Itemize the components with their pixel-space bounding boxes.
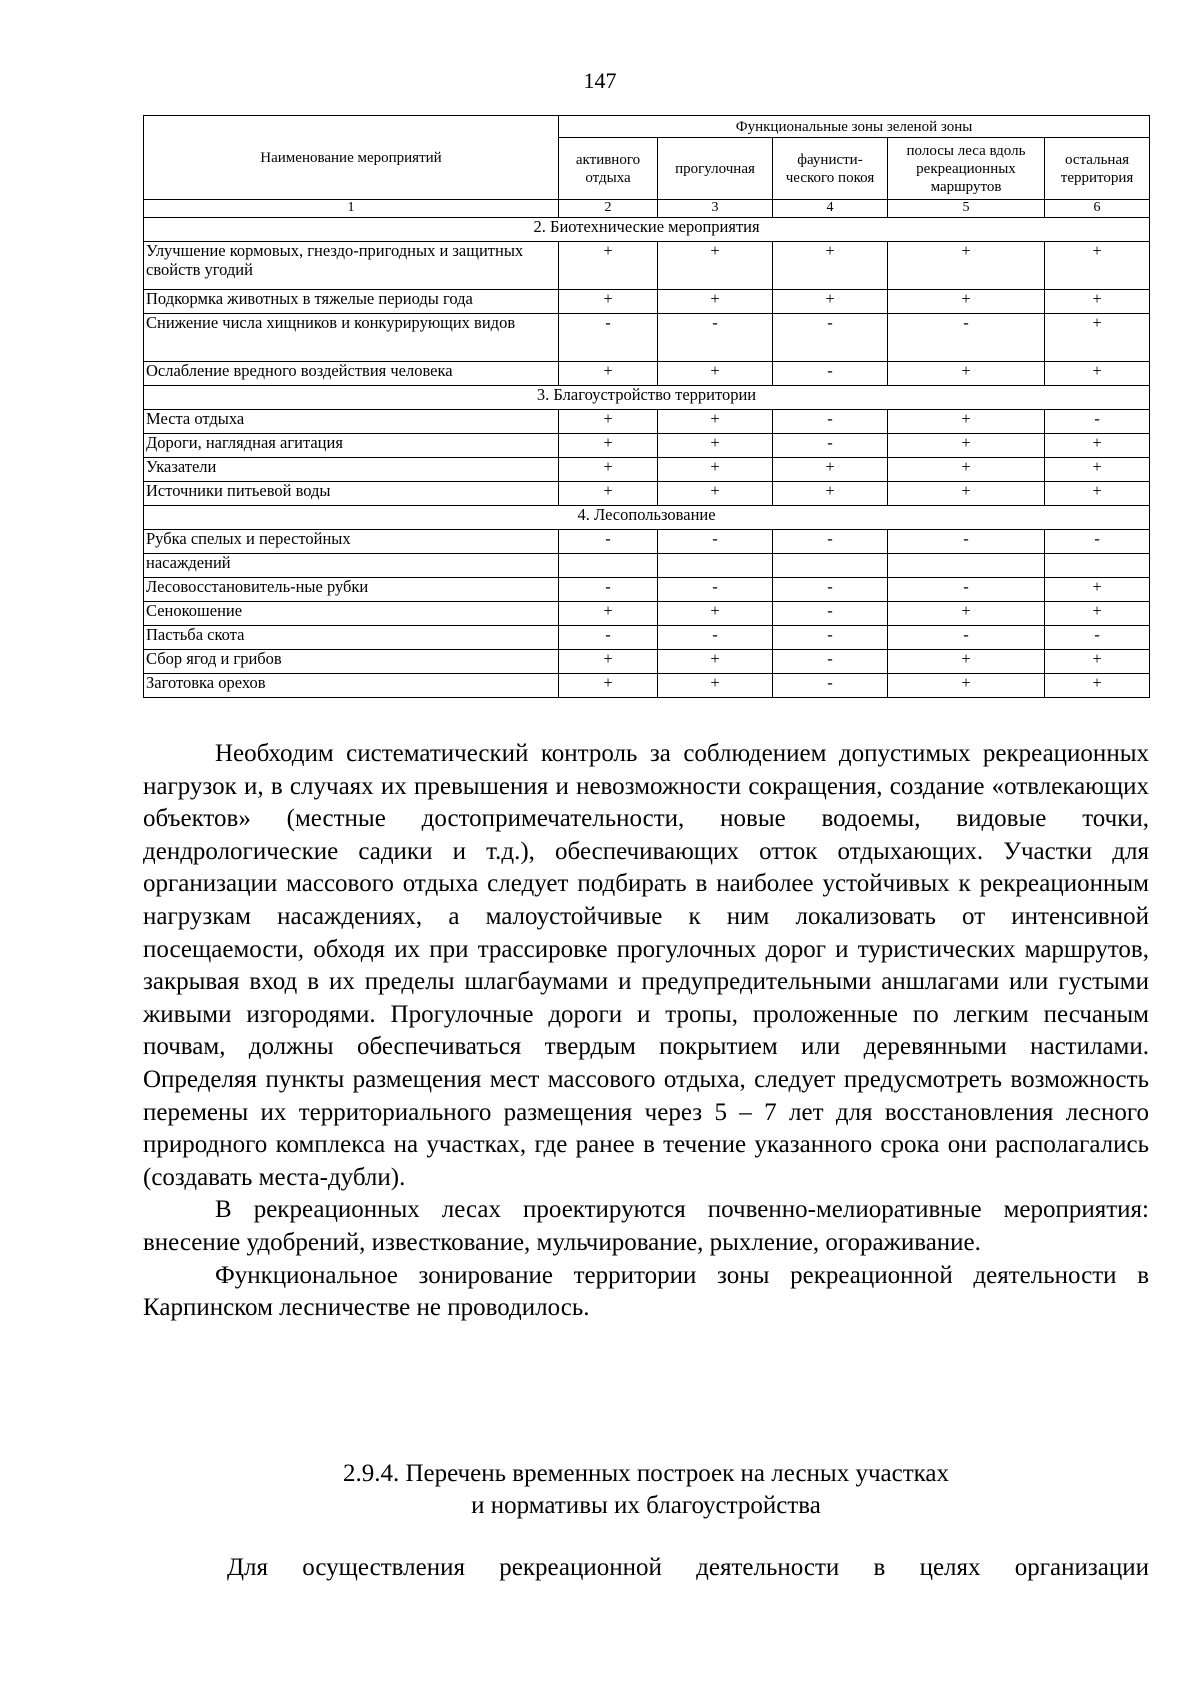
mark: - (1045, 530, 1150, 554)
mark: + (1045, 362, 1150, 386)
mark: + (658, 362, 773, 386)
mark: + (888, 674, 1045, 698)
mark: - (773, 434, 888, 458)
mark: + (773, 242, 888, 290)
paragraph: Функциональное зонирование территории зоны рекреационной деятельности в Карпинском лесничестве не проводилось. (143, 1261, 1149, 1322)
mark: - (559, 626, 658, 650)
measure-name: Места отдыха (144, 410, 559, 434)
mark: - (658, 578, 773, 602)
mark: + (559, 650, 658, 674)
table-body (144, 218, 1150, 698)
heading-line: 2.9.4. Перечень временных построек на лесных участках (342, 1460, 950, 1487)
mark: - (1045, 410, 1150, 434)
mark: + (658, 410, 773, 434)
measure-name: Снижение числа хищников и конкурирующих видов (144, 314, 559, 362)
mark: - (888, 314, 1045, 362)
measure-name: Дороги, наглядная агитация (144, 434, 559, 458)
column-number: 6 (1045, 200, 1150, 218)
column-number: 2 (559, 200, 658, 218)
mark: - (773, 578, 888, 602)
mark: + (888, 242, 1045, 290)
paragraph: Необходим систематический контроль за соблюдением допустимых рекреационных нагрузок и, в случаях их превышения и невозможности сокращения, создание «отвлекающих объектов» (местные достопримечательности, новые водоемы, видовые точки, дендрологические садики и т.д.), обеспечивающих отток отдыхающих. Участки для организации массового отдыха следует подбирать в наиболее устойчивых к рекреационным нагрузкам насаждениях, а малоустойчивые к ним локализовать от интенсивной посещаемости, обходя их при трассировке прогулочных дорог и туристических маршрутов, закрывая вход в их пределы шлагбаумами и предупредительными аншлагами или густыми живыми изгородями. Прогулочные дороги и тропы, проложенные по легким песчаным почвам, должны обеспечиваться твердым покрытием или деревянными настилами. Определяя пункты размещения мест массового отдыха, следует предусмотреть возможность перемены их территориального размещения через 5 – 7 лет для восстановления лесного природного комплекса на участках, где ранее в течение указанного срока они располагались (создавать места-дубли). (143, 740, 1149, 1191)
measure-name: Ослабление вредного воздействия человека (144, 362, 559, 386)
mark: + (888, 410, 1045, 434)
section-heading (143, 1458, 1149, 1522)
mark: - (559, 578, 658, 602)
header-zone: активного отдыха (559, 138, 658, 200)
measure-name: Сенокошение (144, 602, 559, 626)
measure-name: Источники питьевой воды (144, 482, 559, 506)
mark: + (1045, 650, 1150, 674)
mark: + (559, 602, 658, 626)
mark: + (658, 650, 773, 674)
mark: - (888, 530, 1045, 554)
mark: - (773, 410, 888, 434)
mark: + (888, 650, 1045, 674)
measure-name: Подкормка животных в тяжелые периоды года (144, 290, 559, 314)
measure-name: Улучшение кормовых, гнездо-пригодных и защитных свойств угодий (144, 242, 559, 290)
column-number: 3 (658, 200, 773, 218)
measure-name: Сбор ягод и грибов (144, 650, 559, 674)
mark: + (658, 290, 773, 314)
mark: - (773, 650, 888, 674)
mark: - (773, 314, 888, 362)
header-name-col: Наименование мероприятий (144, 116, 559, 200)
measure-name: Указатели (144, 458, 559, 482)
mark (559, 554, 658, 578)
mark (658, 554, 773, 578)
mark: + (888, 602, 1045, 626)
mark: + (888, 458, 1045, 482)
mark: + (1045, 482, 1150, 506)
mark: + (1045, 602, 1150, 626)
mark: + (559, 482, 658, 506)
mark: - (773, 530, 888, 554)
mark (773, 554, 888, 578)
mark: - (773, 674, 888, 698)
section-title: 3. Благоустройство территории (144, 386, 1150, 410)
mark: - (1045, 626, 1150, 650)
section-title: 2. Биотехнические мероприятия (144, 218, 1150, 242)
mark: - (888, 578, 1045, 602)
measure-name: Пастьба скота (144, 626, 559, 650)
mark (1045, 554, 1150, 578)
mark: + (559, 362, 658, 386)
mark: + (658, 242, 773, 290)
mark: + (1045, 578, 1150, 602)
mark: - (773, 626, 888, 650)
paragraph: В рекреационных лесах проектируются почвенно-мелиоративные мероприятия: внесение удобрений, известкование, мульчирование, рыхление, огораживание. (143, 1196, 1149, 1256)
measure-name: Лесовосстановитель-ные рубки (144, 578, 559, 602)
mark: - (658, 530, 773, 554)
mark: + (658, 602, 773, 626)
measures-table (143, 115, 1150, 698)
mark: + (559, 434, 658, 458)
continuation-text: Для осуществления рекреационной деятельности в целях организации (227, 1554, 1149, 1581)
mark: + (1045, 434, 1150, 458)
measure-name: Рубка спелых и перестойных (144, 530, 559, 554)
mark: - (888, 626, 1045, 650)
mark: + (1045, 674, 1150, 698)
mark: + (1045, 458, 1150, 482)
mark: + (658, 482, 773, 506)
mark: - (559, 530, 658, 554)
mark: + (773, 290, 888, 314)
mark: + (658, 458, 773, 482)
header-zone: полосы леса вдоль рекреационных маршрутов (888, 138, 1045, 200)
mark: + (1045, 290, 1150, 314)
mark: + (888, 290, 1045, 314)
mark: + (559, 458, 658, 482)
mark: + (559, 674, 658, 698)
heading-line: и нормативы их благоустройства (471, 1492, 821, 1519)
mark: - (559, 314, 658, 362)
header-zone: прогулочная (658, 138, 773, 200)
mark: + (1045, 242, 1150, 290)
section-title: 4. Лесопользование (144, 506, 1150, 530)
mark: - (658, 626, 773, 650)
mark: - (658, 314, 773, 362)
measure-name: насаждений (144, 554, 559, 578)
mark: + (773, 482, 888, 506)
mark: + (658, 674, 773, 698)
column-number: 5 (888, 200, 1045, 218)
mark: + (559, 410, 658, 434)
header-zone: фаунисти-ческого покоя (773, 138, 888, 200)
mark: + (888, 482, 1045, 506)
mark: + (559, 242, 658, 290)
mark: - (773, 602, 888, 626)
mark: + (888, 434, 1045, 458)
mark: + (1045, 314, 1150, 362)
mark: + (773, 458, 888, 482)
header-zones-group: Функциональные зоны зеленой зоны (559, 116, 1150, 138)
measure-name: Заготовка орехов (144, 674, 559, 698)
mark: - (773, 362, 888, 386)
mark: + (888, 362, 1045, 386)
mark (888, 554, 1045, 578)
body-text (143, 738, 1149, 1325)
header-zone: остальная территория (1045, 138, 1150, 200)
mark: + (559, 290, 658, 314)
column-number: 1 (144, 200, 559, 218)
mark: + (658, 434, 773, 458)
page-number: 147 (583, 68, 617, 93)
column-number: 4 (773, 200, 888, 218)
